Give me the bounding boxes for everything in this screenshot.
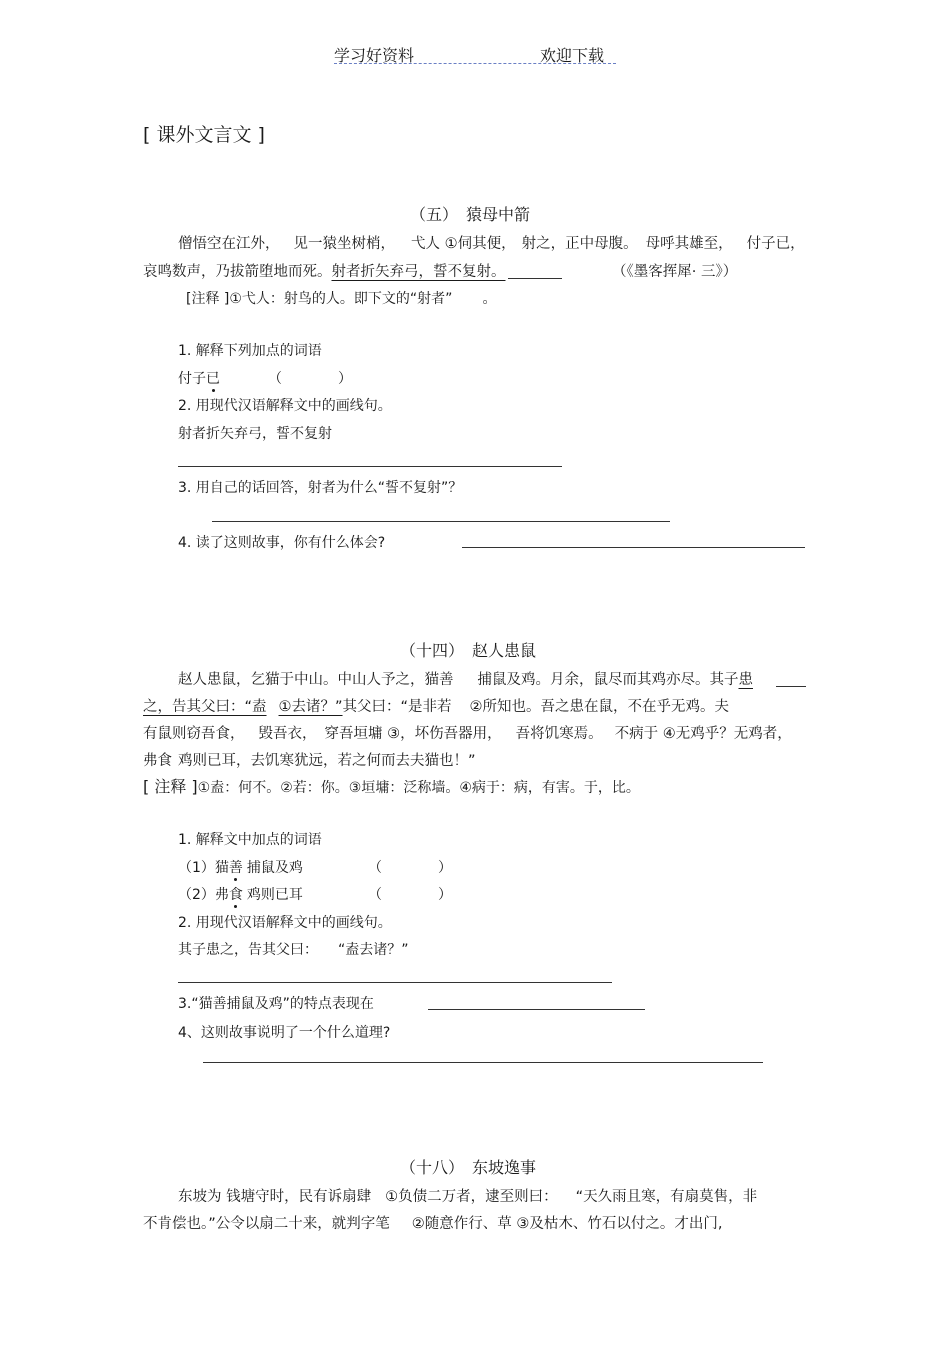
s14-q1-i2-dotted-word: 食 xyxy=(228,887,243,903)
s14-note-text: ①盍：何不。②若：你。③垣墉：泛称墙。④病于：病，有害。于，比。 xyxy=(197,780,640,796)
s14-q1-i1-post: 捕鼠及鸡 xyxy=(246,860,303,876)
s5-p1-a: 僧悟空在江外， xyxy=(178,236,280,252)
s14-passage-line-1 xyxy=(178,668,753,689)
s5-q2: 2. 用现代汉语解释文中的画线句。 xyxy=(178,398,392,414)
s14-q2-sentence-b: “盍去诸？” xyxy=(338,942,409,958)
s14-underline-ext-1 xyxy=(776,686,806,687)
s14-l3-e: 不病于 ④无鸡乎？无鸡者， xyxy=(614,726,792,742)
s5-passage-line-1 xyxy=(178,232,805,253)
s5-q3: 3. 用自己的话回答，射者为什么“誓不复射”？ xyxy=(178,480,463,496)
s14-l3-d: 吾将饥寒焉。 xyxy=(515,726,603,742)
s5-p1-d: 射之，正中母腹。 xyxy=(521,236,638,252)
s5-title: （五） 猿母中箭 xyxy=(410,205,531,224)
s14-q1-item-2 xyxy=(178,884,303,904)
s14-l2-c: 其父曰：“是非若 xyxy=(342,699,452,715)
s5-passage-line-2 xyxy=(143,260,506,281)
s14-passage-line-2 xyxy=(143,695,729,716)
s14-q4: 4、这则故事说明了一个什么道理? xyxy=(178,1025,391,1041)
s14-l2-d: ②所知也。吾之患在鼠，不在乎无鸡。夫 xyxy=(469,699,730,715)
s5-p1-f: 付子已， xyxy=(746,236,805,252)
s14-q1-i1-pre: （1）猫 xyxy=(178,860,229,876)
s5-note-end: 。 xyxy=(482,291,497,307)
s5-q1: 1. 解释下列加点的词语 xyxy=(178,343,322,359)
s14-passage-line-4 xyxy=(143,749,476,770)
header-left: 学习好资料 xyxy=(334,46,415,65)
s5-underlined-sentence: 射者折矢弃弓，誓不复射。 xyxy=(331,264,506,280)
s14-l4-a: 弗食 xyxy=(143,753,172,769)
s18-title: （十八） 东坡逸事 xyxy=(400,1158,537,1177)
s14-note xyxy=(143,774,640,797)
s14-q3: 3.“猫善捕鼠及鸡”的特点表现在 xyxy=(178,996,374,1012)
s14-title: （十四） 赵人患鼠 xyxy=(400,641,537,660)
s14-l4-b: 鸡则已耳，去饥寒犹远，若之何而去夫猫也！” xyxy=(178,753,476,769)
header-divider xyxy=(334,63,616,64)
s18-l1-b: ①负债二万者，逮至则曰： xyxy=(385,1189,558,1205)
s18-l2-b: ②随意作行、草 ③及枯木、竹石以付之。才出门, xyxy=(411,1216,723,1232)
s14-q1-i2-post: 鸡则已耳 xyxy=(246,887,303,903)
s5-q1-dotted-word: 已 xyxy=(206,371,220,387)
section-label: [ 课外文言文 ] xyxy=(143,124,265,146)
s14-q1: 1. 解释文中加点的词语 xyxy=(178,832,322,848)
s5-q4: 4. 读了这则故事，你有什么体会? xyxy=(178,535,386,551)
s5-source: （《墨客挥犀· 三》） xyxy=(612,264,738,280)
s14-q2: 2. 用现代汉语解释文中的画线句。 xyxy=(178,915,392,931)
s18-passage-line-1 xyxy=(178,1185,757,1206)
s5-q3-answer-line[interactable] xyxy=(212,521,670,522)
s14-l2-underlined-a: 之，告其父曰：“盍 xyxy=(143,699,267,715)
s5-q2-sentence: 射者折矢弃弓，誓不复射 xyxy=(178,426,332,442)
s18-passage-line-2 xyxy=(143,1212,722,1233)
s14-l1-underlined: 患 xyxy=(738,672,753,688)
s14-q2-sentence xyxy=(178,939,409,959)
s5-note-text: [注释 ]①弋人：射鸟的人。即下文的“射者” xyxy=(186,291,453,307)
s5-q1-item-pre: 付子 xyxy=(178,371,206,387)
header-right: 欢迎下载 xyxy=(540,46,605,65)
s5-note xyxy=(186,288,496,308)
s5-q1-item xyxy=(178,368,220,388)
s14-l3-b: 毁吾衣， xyxy=(258,726,317,742)
s5-p2-a: 哀鸣数声，乃拔箭堕地而死。 xyxy=(143,264,332,280)
s18-l1-c: “天久雨且寒，有扇莫售，非 xyxy=(575,1189,758,1205)
s18-l2-a: 不肯偿也。”公令以扇二十来，就判字笔 xyxy=(143,1216,390,1232)
s14-q1-item-1 xyxy=(178,857,303,877)
s14-q1-i1-dotted-word: 善 xyxy=(228,860,243,876)
s14-l3-a: 有鼠则窃吾食， xyxy=(143,726,245,742)
s14-q3-answer-line[interactable] xyxy=(428,1009,645,1010)
s5-p1-b: 见一猿坐树梢， xyxy=(293,236,395,252)
s14-passage-line-3 xyxy=(143,722,792,743)
s14-note-label: [ 注释 ] xyxy=(143,777,198,796)
s14-l2-underlined-b: ①去诸？” xyxy=(278,699,343,715)
s5-q2-answer-line[interactable] xyxy=(178,466,562,467)
s5-p1-c: 弋人 ①伺其便， xyxy=(411,236,516,252)
s14-q1-i2-pre: （2）弗 xyxy=(178,887,229,903)
s18-l1-a: 东坡为 钱塘守时，民有诉扇肆 xyxy=(178,1189,372,1205)
s14-q1-i1-paren[interactable]: （ ） xyxy=(368,860,452,876)
s14-q1-i2-paren[interactable]: （ ） xyxy=(368,887,452,903)
s14-l1-a: 赵人患鼠，乞猫于中山。中山人予之，猫善 xyxy=(178,672,454,688)
s5-q4-answer-line[interactable] xyxy=(462,547,805,548)
s5-underline-ext xyxy=(508,278,562,279)
s14-l3-c: 穿吾垣墉 ③，坏伤吾器用， xyxy=(324,726,502,742)
s14-q2-answer-line[interactable] xyxy=(178,982,612,983)
s14-q4-answer-line[interactable] xyxy=(203,1062,763,1063)
s5-q1-answer-paren[interactable]: （ ） xyxy=(268,371,352,387)
s14-q2-sentence-a: 其子患之，告其父曰： xyxy=(178,942,318,958)
s5-p1-e: 母呼其雄至， xyxy=(645,236,733,252)
s14-l1-b: 捕鼠及鸡。月余，鼠尽而其鸡亦尽。其子 xyxy=(477,672,739,688)
